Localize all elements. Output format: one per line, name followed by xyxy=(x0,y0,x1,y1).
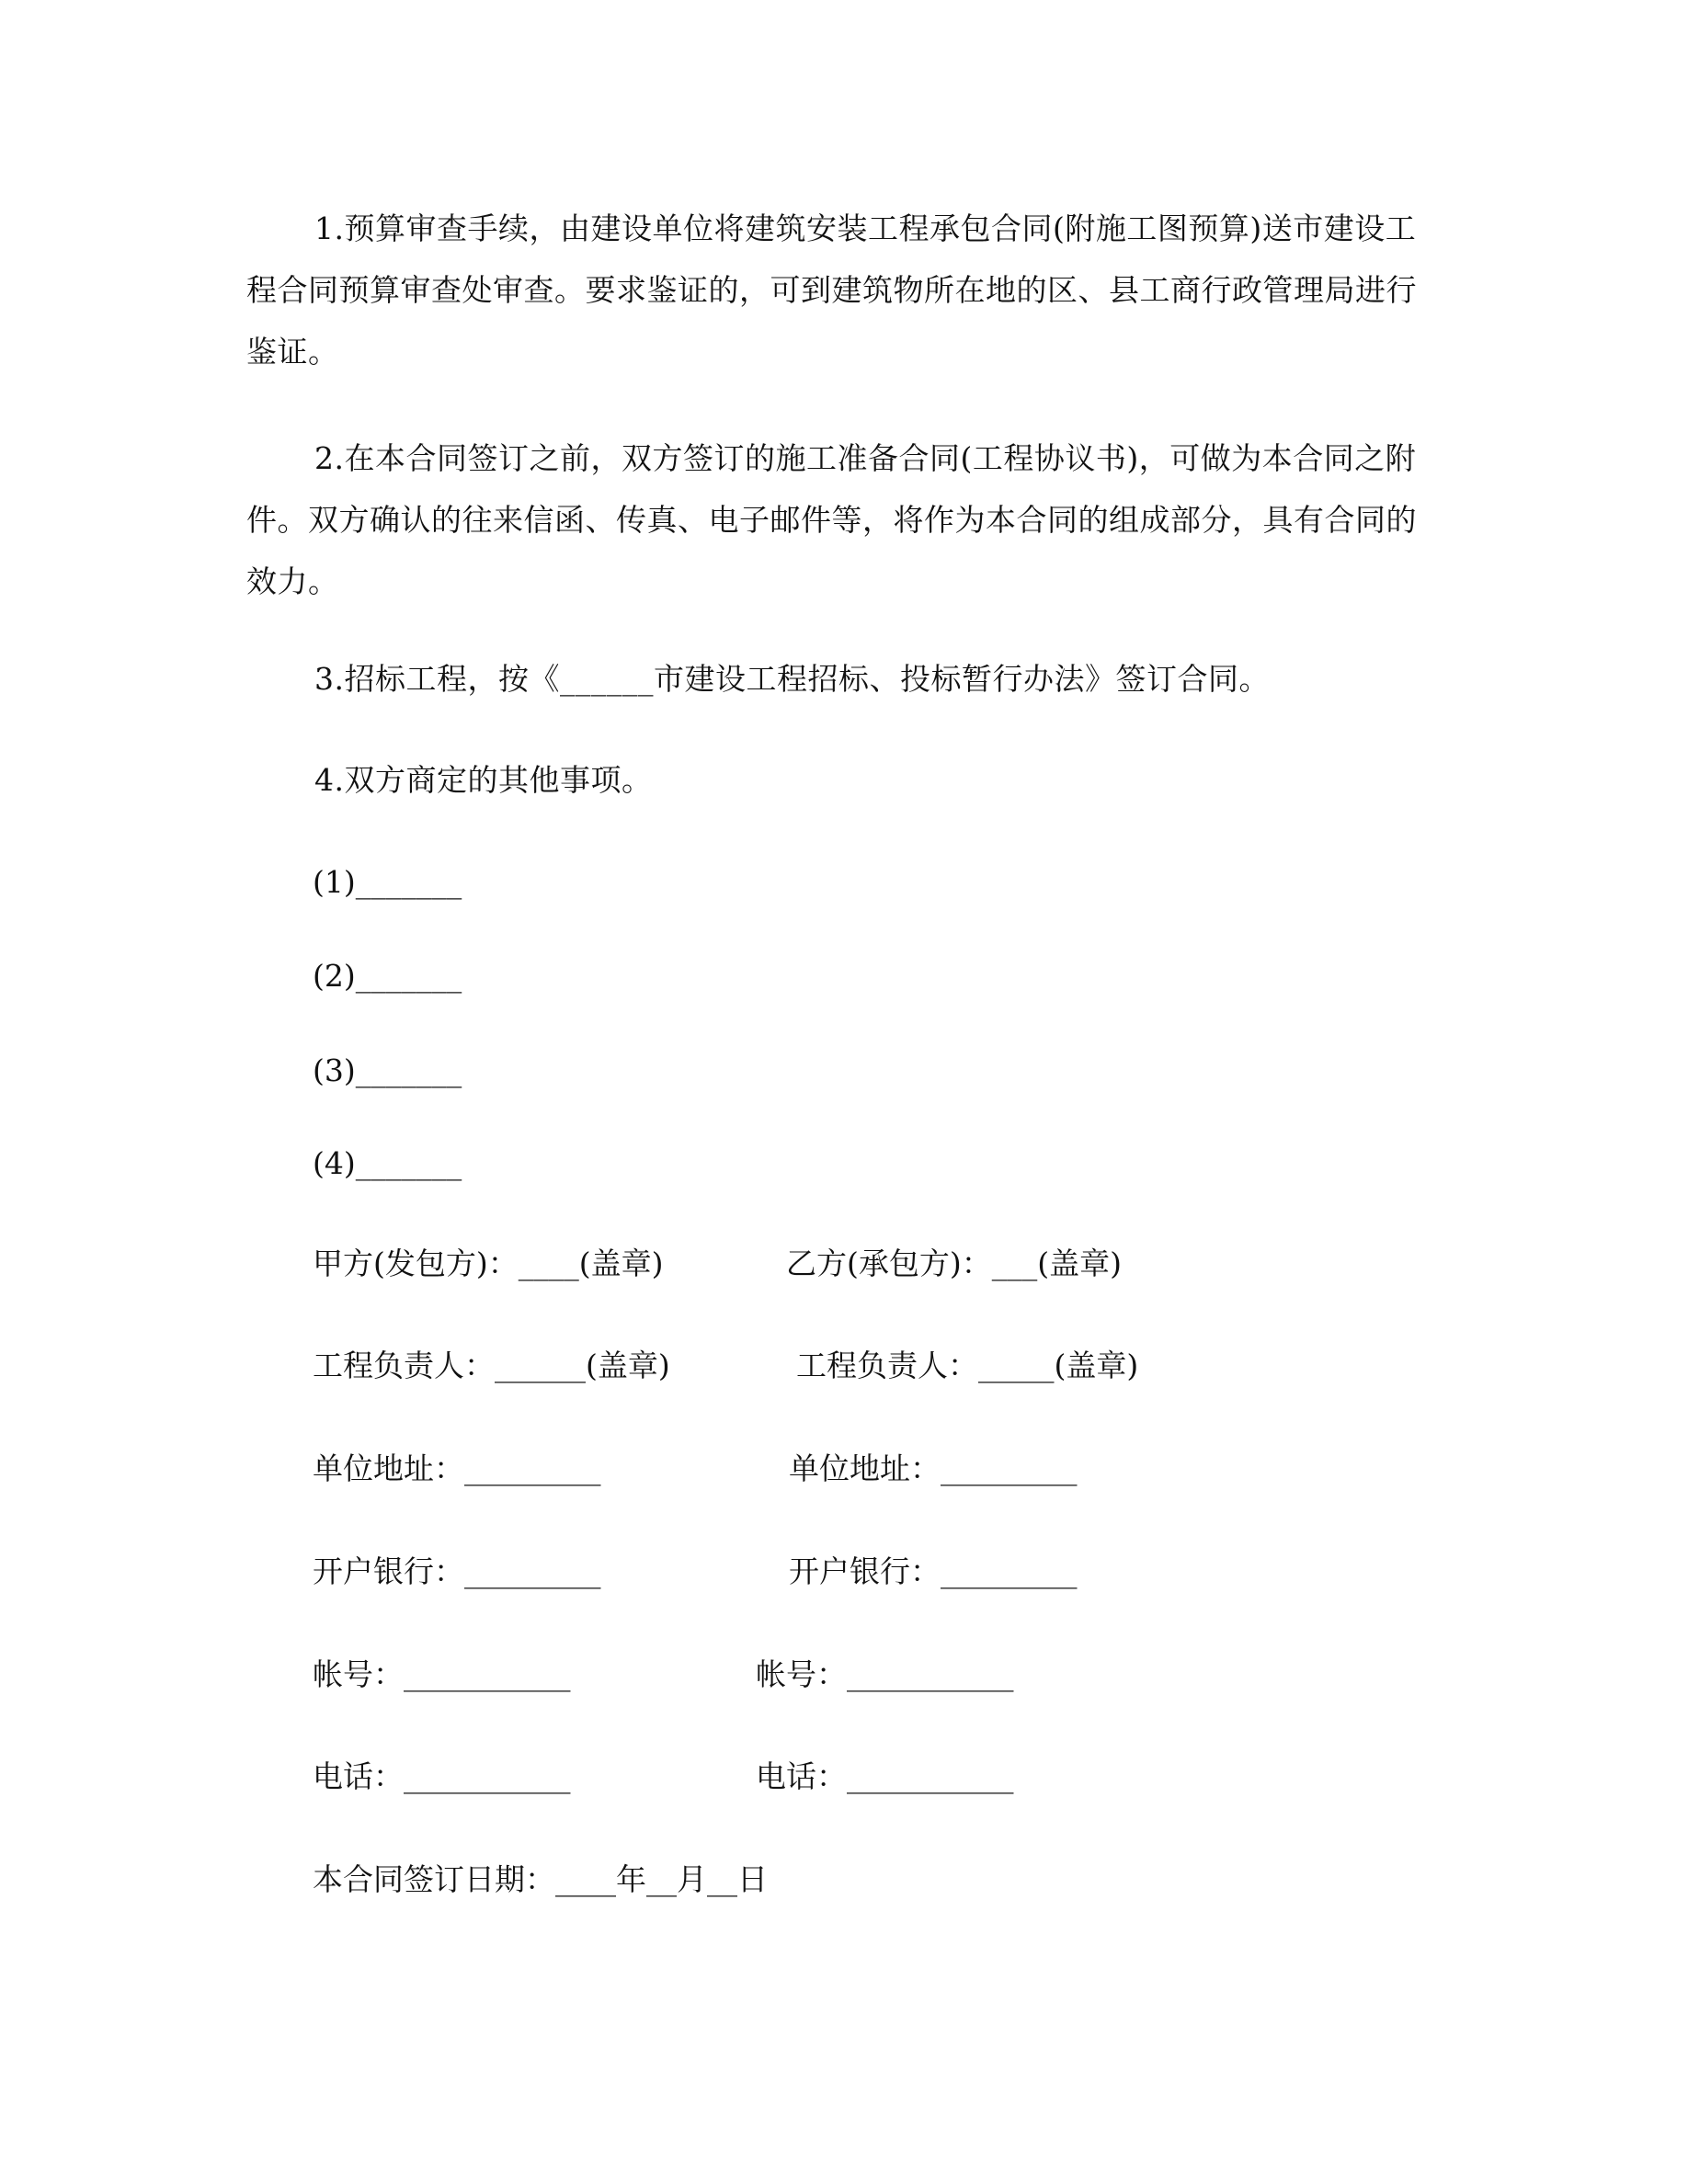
item-1: (1)_______ xyxy=(313,864,462,900)
bank-b-line: 开户银行：_________ xyxy=(789,1553,1078,1589)
phone-b-line: 电话：___________ xyxy=(756,1758,1014,1794)
account-a-line: 帐号：___________ xyxy=(313,1656,571,1692)
sign-date-line: 本合同签订日期：____年__月__日 xyxy=(313,1861,768,1897)
party-a-line: 甲方(发包方)：____(盖章) xyxy=(313,1246,664,1281)
party-b-line: 乙方(承包方)：___(盖章) xyxy=(786,1246,1122,1281)
manager-a-line: 工程负责人：______(盖章) xyxy=(313,1348,670,1383)
address-a-line: 单位地址：_________ xyxy=(313,1450,601,1486)
phone-a-line: 电话：___________ xyxy=(313,1758,571,1794)
manager-b-line: 工程负责人：_____(盖章) xyxy=(796,1348,1139,1383)
paragraph-3: 3.招标工程，按《______市建设工程招标、投标暂行办法》签订合同。 xyxy=(314,661,1270,697)
item-3: (3)_______ xyxy=(313,1052,462,1088)
item-4: (4)_______ xyxy=(313,1145,462,1181)
address-b-line: 单位地址：_________ xyxy=(789,1450,1078,1486)
paragraph-2: 2.在本合同签订之前，双方签订的施工准备合同(工程协议书)，可做为本合同之附件。双方确认的往来信函、传真、电子邮件等，将作为本合同的组成部分，具有合同的效力。 xyxy=(246,440,1417,599)
bank-a-line: 开户银行：_________ xyxy=(313,1553,601,1589)
paragraph-1: 1.预算审查手续，由建设单位将建筑安装工程承包合同(附施工图预算)送市建设工程合同预算审查处审查。要求鉴证的，可到建筑物所在地的区、县工商行政管理局进行鉴证。 xyxy=(246,210,1417,370)
item-2: (2)_______ xyxy=(313,958,462,994)
account-b-line: 帐号：___________ xyxy=(756,1656,1014,1692)
paragraph-4: 4.双方商定的其他事项。 xyxy=(314,762,653,798)
